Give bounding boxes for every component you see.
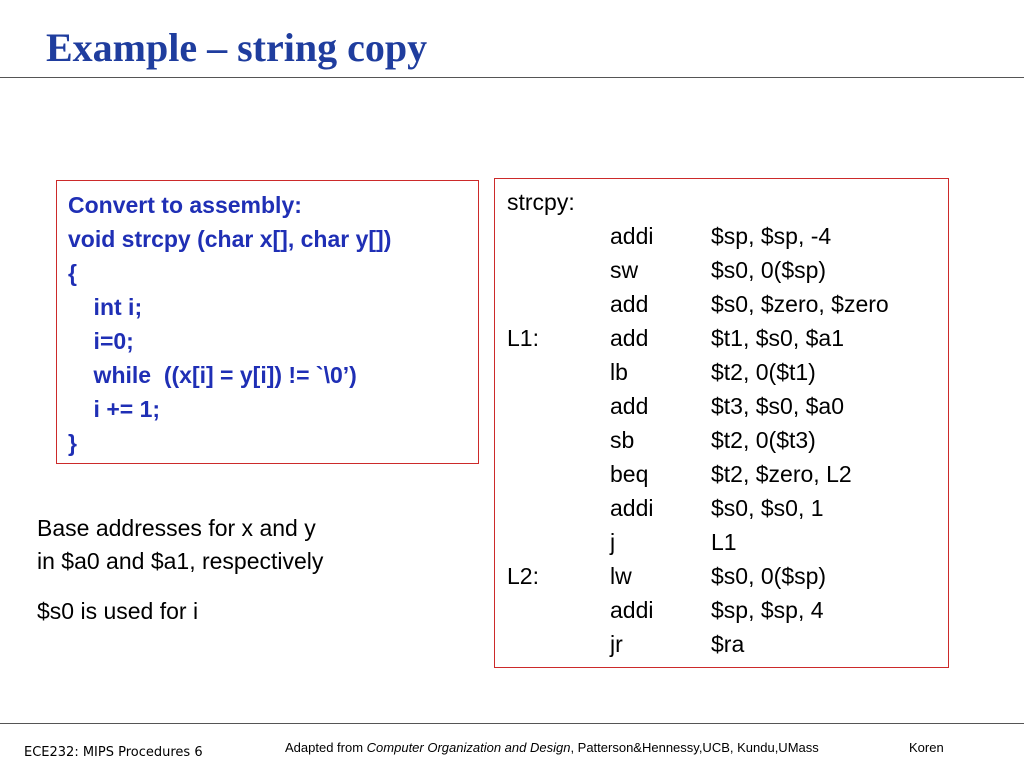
assembly-operands: $s0, 0($sp) (711, 563, 827, 589)
assembly-opcode: beq (610, 461, 649, 487)
assembly-row (507, 287, 948, 321)
footer-course: ECE232: MIPS Procedures 6 (24, 745, 203, 760)
assembly-function-label: strcpy: (507, 189, 575, 215)
assembly-rows (507, 219, 948, 661)
assembly-opcode: add (610, 291, 649, 317)
assembly-row (507, 355, 948, 389)
footer-author: Koren (909, 740, 944, 755)
assembly-row (507, 457, 948, 491)
c-code-line: { (68, 260, 77, 286)
note-s0-usage: $s0 is used for i (37, 598, 199, 624)
assembly-opcode: sb (610, 427, 635, 453)
assembly-row (507, 219, 948, 253)
assembly-operands: $ra (711, 631, 745, 657)
assembly-opcode: addi (610, 495, 654, 521)
assembly-opcode: jr (610, 631, 623, 657)
footer-credit (285, 740, 819, 755)
footer-divider (0, 723, 1024, 724)
c-code-line: void strcpy (char x[], char y[]) (68, 226, 392, 252)
assembly-label: L1: (507, 325, 539, 351)
c-code-line: Convert to assembly: (68, 192, 302, 218)
assembly-row (507, 491, 948, 525)
assembly-label: L2: (507, 563, 539, 589)
c-code-line: int i; (68, 294, 143, 320)
footer-book-title: Computer Organization and Design (366, 740, 571, 755)
notes (37, 512, 323, 628)
assembly-opcode: j (610, 529, 616, 555)
footer-credit-suffix: , Patterson&Hennessy,UCB, Kundu,UMass (570, 740, 819, 755)
assembly-opcode: sw (610, 257, 639, 283)
assembly-row (507, 593, 948, 627)
c-code-box (56, 180, 479, 464)
assembly-operands: $t2, 0($t3) (711, 427, 816, 453)
c-code-line: } (68, 430, 77, 456)
assembly-row (507, 321, 948, 355)
assembly-operands: $s0, 0($sp) (711, 257, 827, 283)
assembly-operands: $t2, 0($t1) (711, 359, 816, 385)
assembly-opcode: add (610, 393, 649, 419)
assembly-operands: $s0, $zero, $zero (711, 291, 889, 317)
c-code-line: while ((x[i] = y[i]) != `\0’) (68, 362, 357, 388)
assembly-operands: $t1, $s0, $a1 (711, 325, 844, 351)
assembly-operands: $sp, $sp, -4 (711, 223, 832, 249)
assembly-row (507, 559, 948, 593)
assembly-operands: $sp, $sp, 4 (711, 597, 824, 623)
assembly-code-box (494, 178, 949, 668)
assembly-opcode: addi (610, 597, 654, 623)
assembly-opcode: addi (610, 223, 654, 249)
note-base-addresses-line2: in $a0 and $a1, respectively (37, 548, 324, 574)
assembly-header-row (507, 185, 948, 219)
assembly-operands: $t3, $s0, $a0 (711, 393, 844, 419)
note-base-addresses-line1: Base addresses for x and y (37, 515, 316, 541)
assembly-opcode: lb (610, 359, 628, 385)
assembly-row (507, 525, 948, 559)
assembly-row (507, 253, 948, 287)
assembly-opcode: add (610, 325, 649, 351)
assembly-opcode: lw (610, 563, 632, 589)
assembly-row (507, 389, 948, 423)
slide-title: Example – string copy (46, 25, 428, 70)
assembly-operands: $s0, $s0, 1 (711, 495, 824, 521)
assembly-operands: $t2, $zero, L2 (711, 461, 852, 487)
footer-credit-prefix: Adapted from (285, 740, 367, 755)
assembly-row (507, 627, 948, 661)
assembly-operands: L1 (711, 529, 737, 555)
assembly-row (507, 423, 948, 457)
title-divider (0, 77, 1024, 78)
c-code-line: i=0; (68, 328, 134, 354)
c-code-line: i += 1; (68, 396, 161, 422)
